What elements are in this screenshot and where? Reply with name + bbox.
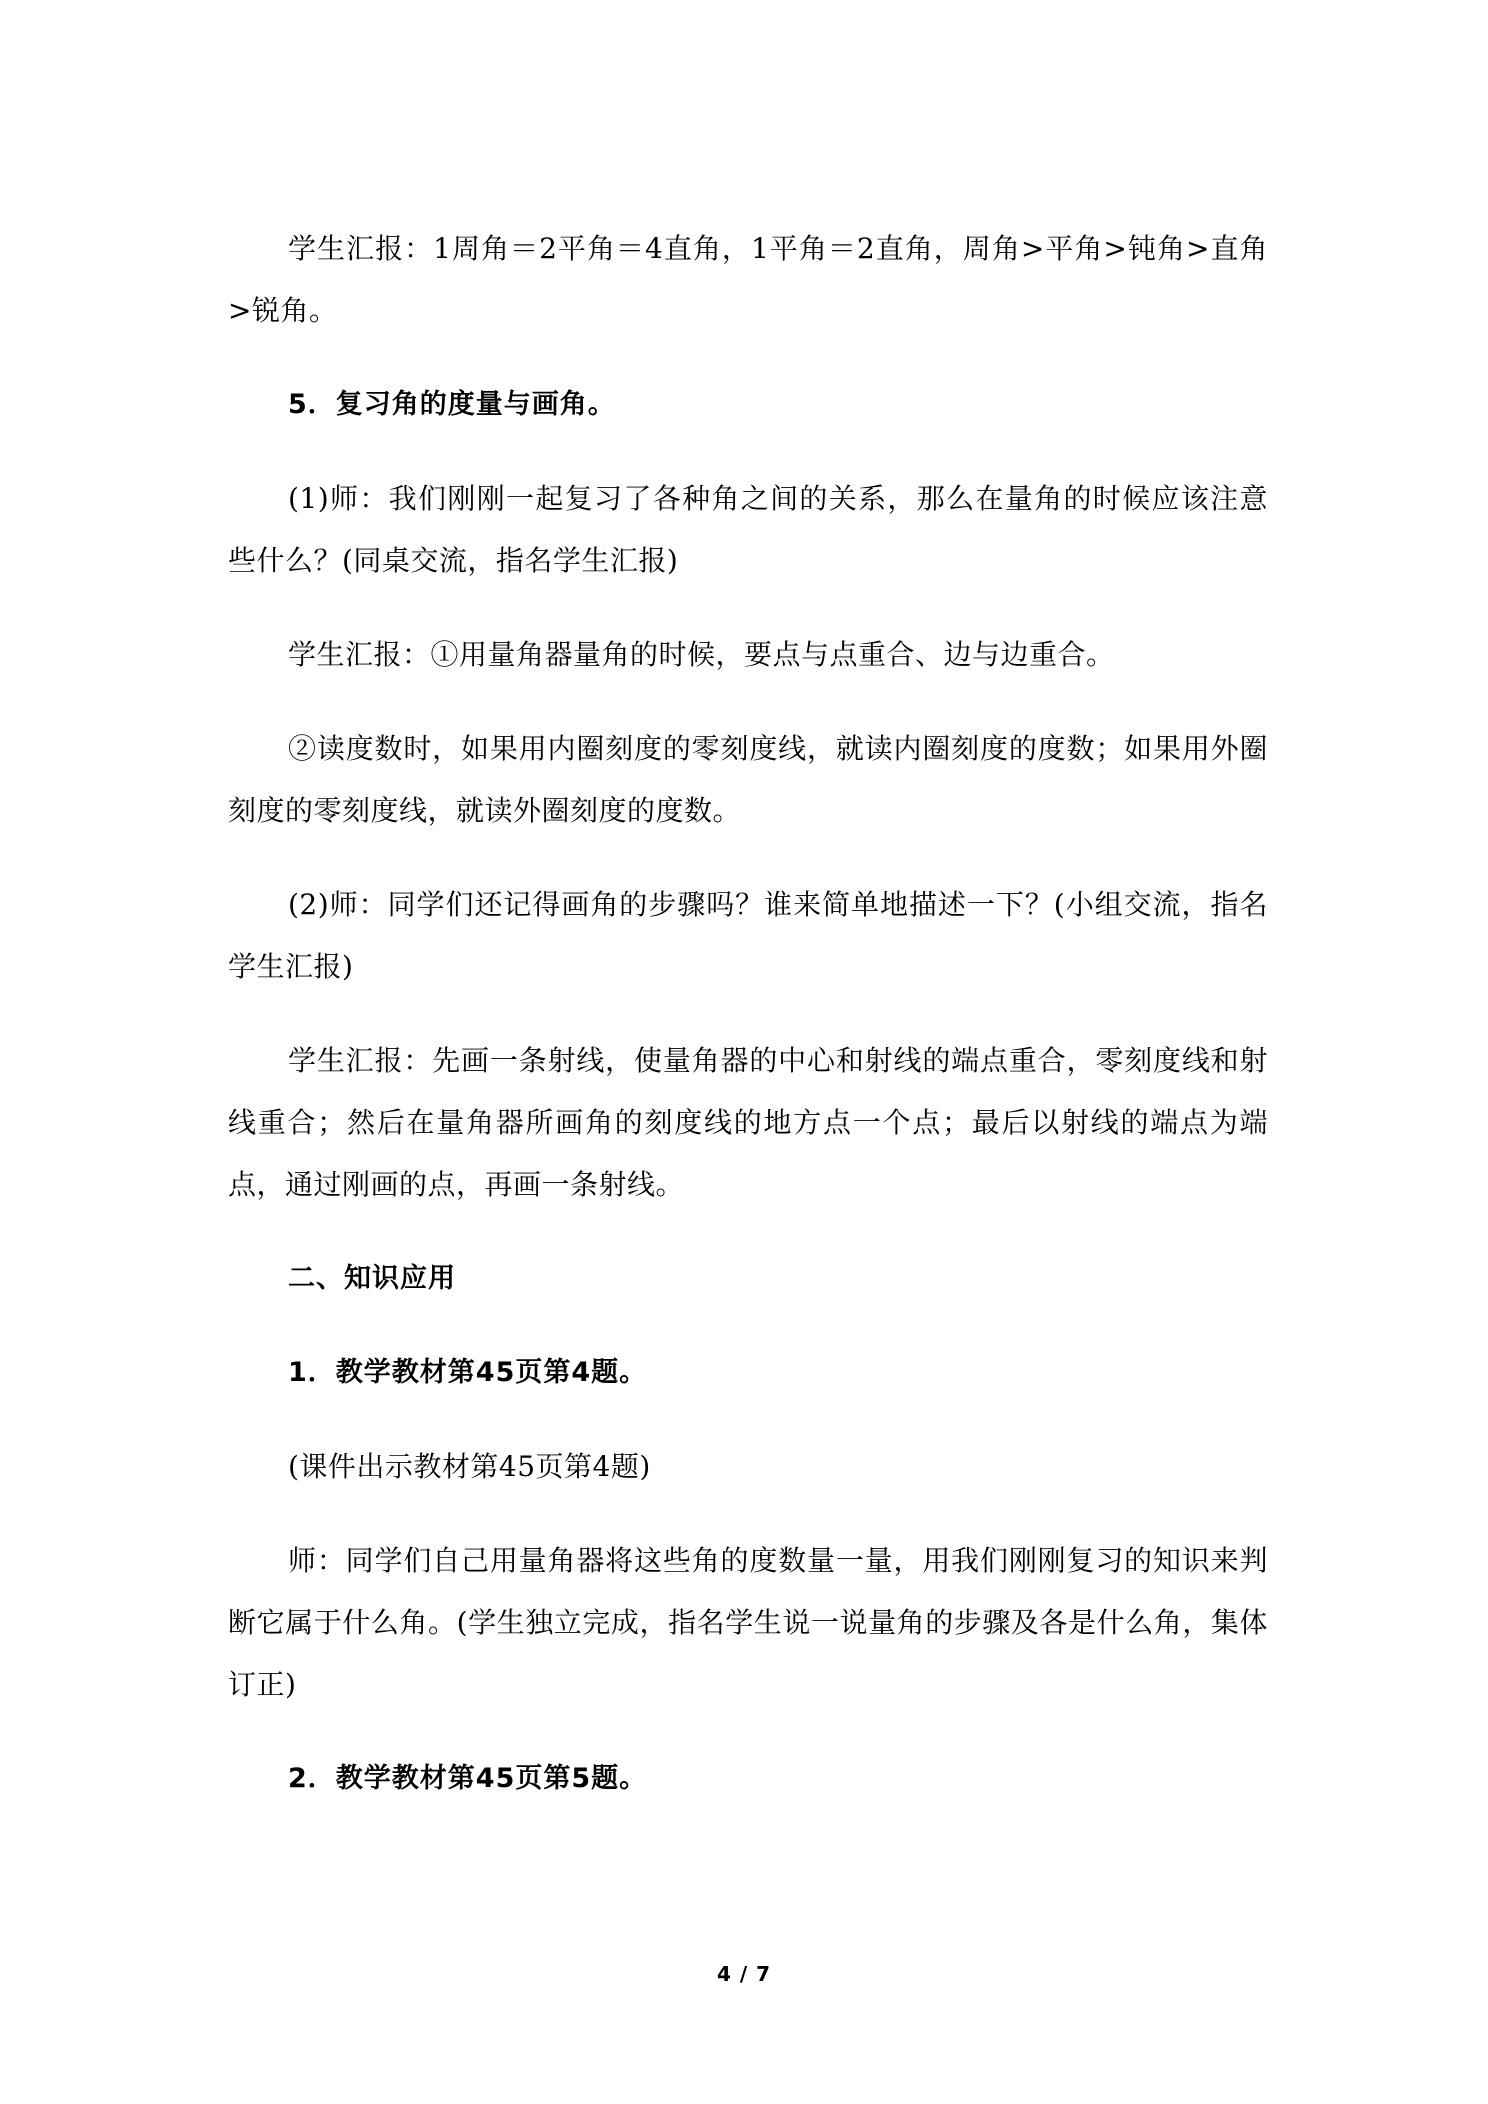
paragraph-report-angle-relations: 学生汇报：1周角＝2平角＝4直角，1平角＝2直角，周角>平角>钝角>直角>锐角。 <box>228 232 1268 327</box>
page-number: 4 / 7 <box>716 1962 772 1986</box>
paragraph-teacher-instruction: 师：同学们自己用量角器将这些角的度数量一量，用我们刚刚复习的知识来判断它属于什么角。(学生独立完成，指名学生说一说量角的步骤及各是什么角，集体订正) <box>228 1544 1268 1701</box>
heading-exercise-5: 2．教学教材第45页第5题。 <box>288 1763 648 1794</box>
paragraph-student-report-3: 学生汇报：先画一条射线，使量角器的中心和射线的端点重合，零刻度线和射线重合；然后在量角器所画角的刻度线的地方点一个点；最后以射线的端点为端点，通过刚画的点，再画一条射线。 <box>228 1044 1268 1201</box>
heading-knowledge-application: 二、知识应用 <box>288 1263 456 1294</box>
paragraph-student-report-1: 学生汇报：①用量角器量角的时候，要点与点重合、边与边重合。 <box>288 638 1115 671</box>
paragraph-teacher-question-1: (1)师：我们刚刚一起复习了各种角之间的关系，那么在量角的时候应该注意些什么？(同桌交流，指名学生汇报) <box>228 482 1268 577</box>
paragraph-teacher-question-2: (2)师：同学们还记得画角的步骤吗？谁来简单地描述一下？(小组交流，指名学生汇报) <box>228 888 1268 983</box>
heading-review-measure-draw: 5．复习角的度量与画角。 <box>288 389 616 420</box>
document-body <box>228 218 1268 1842</box>
paragraph-student-report-2: ②读度数时，如果用内圈刻度的零刻度线，就读内圈刻度的度数；如果用外圈刻度的零刻度线，就读外圈刻度的度数。 <box>228 732 1268 827</box>
heading-exercise-4: 1．教学教材第45页第4题。 <box>288 1357 648 1388</box>
paragraph-courseware-note: (课件出示教材第45页第4题) <box>288 1450 651 1483</box>
